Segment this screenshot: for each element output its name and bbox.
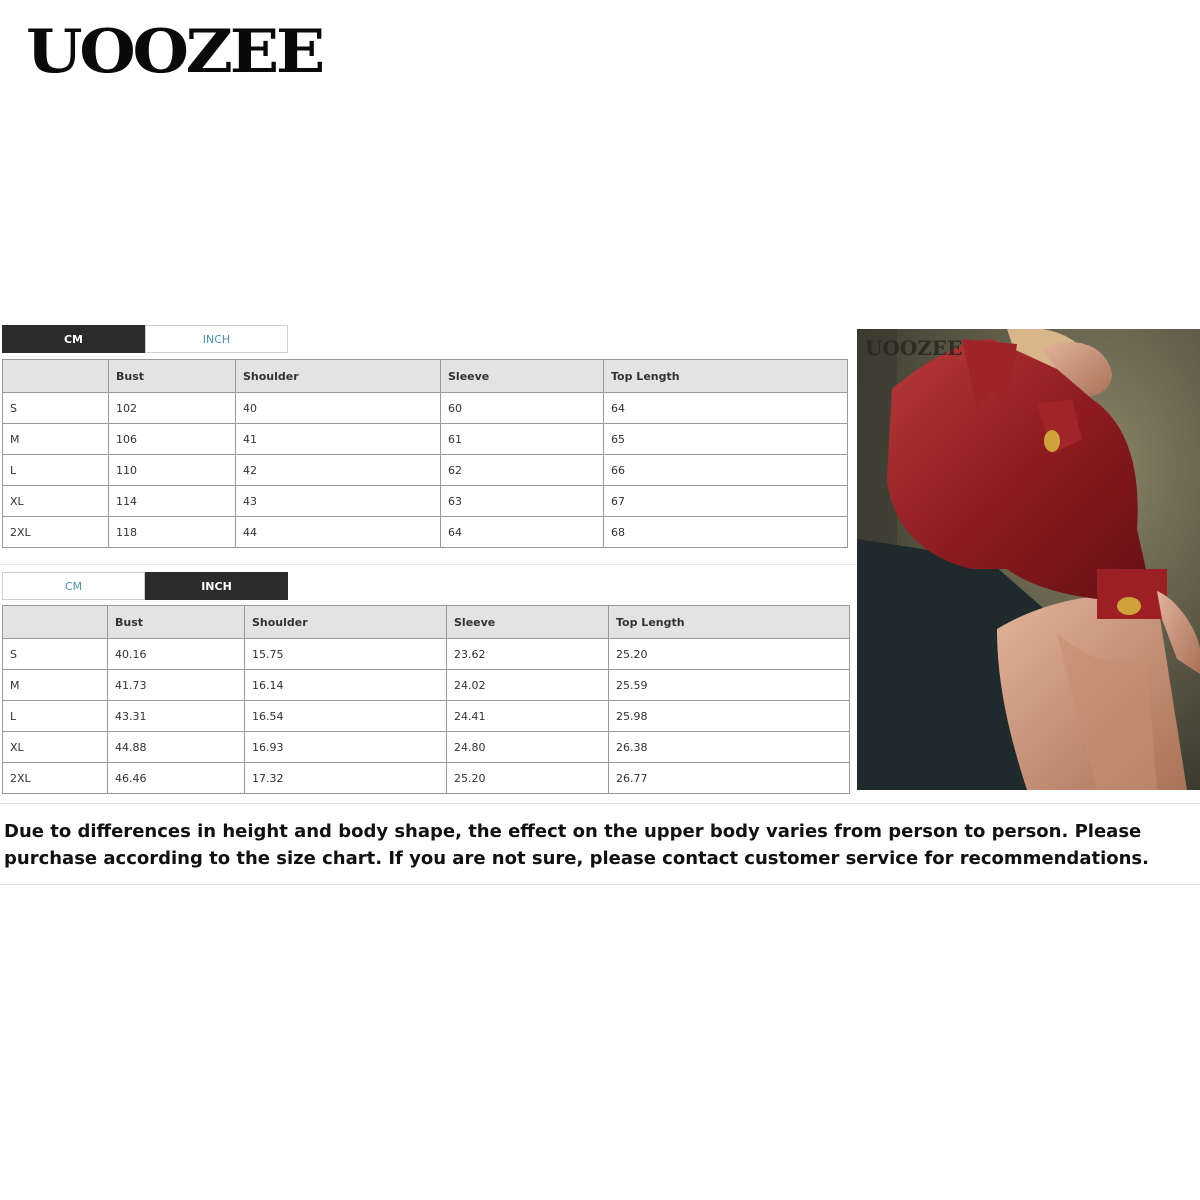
size-cell: 2XL — [3, 517, 109, 548]
value-cell: 16.54 — [245, 701, 447, 732]
tab-inch[interactable]: INCH — [145, 325, 288, 353]
value-cell: 102 — [109, 393, 236, 424]
table-row — [3, 639, 850, 670]
value-cell: 64 — [604, 393, 848, 424]
size-cell: XL — [3, 486, 109, 517]
value-cell: 68 — [604, 517, 848, 548]
value-cell: 67 — [604, 486, 848, 517]
size-cell: L — [3, 455, 109, 486]
value-cell: 44.88 — [108, 732, 245, 763]
header-shoulder: Shoulder — [236, 360, 441, 393]
size-cell: M — [3, 670, 108, 701]
value-cell: 64 — [441, 517, 604, 548]
table-row — [3, 701, 850, 732]
tab-inch[interactable]: INCH — [145, 572, 288, 600]
table-row — [3, 393, 848, 424]
value-cell: 25.98 — [609, 701, 850, 732]
value-cell: 26.77 — [609, 763, 850, 794]
value-cell: 41 — [236, 424, 441, 455]
table-header-row — [3, 606, 850, 639]
value-cell: 43 — [236, 486, 441, 517]
value-cell: 40.16 — [108, 639, 245, 670]
value-cell: 66 — [604, 455, 848, 486]
value-cell: 42 — [236, 455, 441, 486]
table-header-row — [3, 360, 848, 393]
note-bottom-divider — [0, 884, 1200, 885]
header-cell — [3, 360, 109, 393]
unit-tabs-cm-section — [2, 325, 289, 353]
value-cell: 16.93 — [245, 732, 447, 763]
table-row — [3, 455, 848, 486]
model-photo-illustration — [857, 329, 1200, 790]
header-shoulder: Shoulder — [245, 606, 447, 639]
table-row — [3, 732, 850, 763]
header-top-length: Top Length — [604, 360, 848, 393]
value-cell: 62 — [441, 455, 604, 486]
model-photo — [857, 329, 1200, 790]
photo-watermark: UOOZEE — [865, 336, 963, 360]
value-cell: 118 — [109, 517, 236, 548]
header-bust: Bust — [108, 606, 245, 639]
header-sleeve: Sleeve — [447, 606, 609, 639]
tab-cm[interactable]: CM — [2, 325, 145, 353]
value-cell: 63 — [441, 486, 604, 517]
size-cell: S — [3, 393, 109, 424]
size-cell: L — [3, 701, 108, 732]
value-cell: 60 — [441, 393, 604, 424]
table-row — [3, 486, 848, 517]
section-divider — [0, 564, 855, 565]
value-cell: 41.73 — [108, 670, 245, 701]
value-cell: 25.20 — [447, 763, 609, 794]
value-cell: 114 — [109, 486, 236, 517]
value-cell: 25.59 — [609, 670, 850, 701]
table-row — [3, 517, 848, 548]
value-cell: 61 — [441, 424, 604, 455]
value-cell: 17.32 — [245, 763, 447, 794]
unit-tabs-inch-section — [2, 572, 289, 600]
table-row — [3, 424, 848, 455]
value-cell: 65 — [604, 424, 848, 455]
value-cell: 16.14 — [245, 670, 447, 701]
value-cell: 46.46 — [108, 763, 245, 794]
value-cell: 24.02 — [447, 670, 609, 701]
header-top-length: Top Length — [609, 606, 850, 639]
value-cell: 44 — [236, 517, 441, 548]
size-table-cm — [2, 359, 848, 548]
value-cell: 23.62 — [447, 639, 609, 670]
size-advice-note: Due to differences in height and body shape, the effect on the upper body varies from person to person. Please purchase according to the size chart. If you are not sure, please contact customer service for recommendations. — [4, 821, 1149, 869]
value-cell: 106 — [109, 424, 236, 455]
header-sleeve: Sleeve — [441, 360, 604, 393]
header-cell — [3, 606, 108, 639]
header-bust: Bust — [109, 360, 236, 393]
size-cell: S — [3, 639, 108, 670]
size-cell: XL — [3, 732, 108, 763]
size-cell: 2XL — [3, 763, 108, 794]
value-cell: 25.20 — [609, 639, 850, 670]
tab-cm[interactable]: CM — [2, 572, 145, 600]
brand-logo: UOOZEE — [26, 17, 323, 87]
table-row — [3, 763, 850, 794]
table-row — [3, 670, 850, 701]
value-cell: 15.75 — [245, 639, 447, 670]
value-cell: 110 — [109, 455, 236, 486]
value-cell: 24.80 — [447, 732, 609, 763]
value-cell: 26.38 — [609, 732, 850, 763]
note-top-divider — [0, 803, 1200, 804]
value-cell: 43.31 — [108, 701, 245, 732]
size-table-inch — [2, 605, 850, 794]
size-cell: M — [3, 424, 109, 455]
value-cell: 40 — [236, 393, 441, 424]
value-cell: 24.41 — [447, 701, 609, 732]
